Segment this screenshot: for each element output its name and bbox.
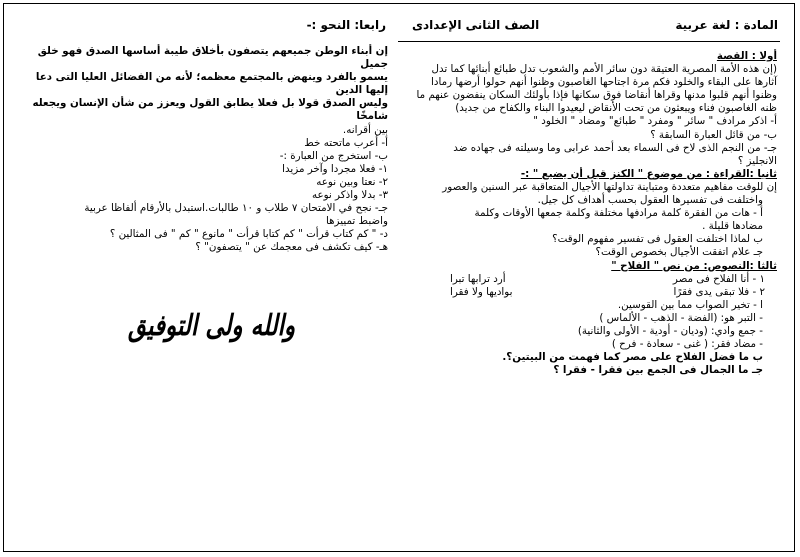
grammar-question: جـ- نجح في الامتحان ٧ طلاب و ١٠ طالبات.استبدل بالأرقام ألفاظا عربية <box>84 202 388 215</box>
story-passage-line: (إن هذه الأمة المصرية العتيقة دون سائر الأمم والشعوب تدل طبائع أبنائها كما تدل <box>431 63 777 76</box>
texts-question: ا - تخير الصواب مما بين القوسين. <box>617 298 763 311</box>
grammar-question: ب- استخرج من العبارة :- <box>279 149 388 162</box>
poem-verse <box>405 273 777 286</box>
grammar-question: د- " كم كتاب قرأت " كم كتابا قرأت " مانوع " كم " فى المثالين ؟ <box>109 228 388 241</box>
header-underline <box>398 41 780 42</box>
reading-passage-line: واختلفت فى تفسيرها العقول بحسب أهداف كل جيل. <box>537 194 763 207</box>
grammar-question: ٢- نعتا وبين نوعه <box>316 175 388 188</box>
story-passage-line: ظنه الغاصبون فناء ويبعثون من تحت الأنقاض ليعيدوا البناء والكفاح من جديد) <box>455 102 777 115</box>
story-question: جـ- من النجم الذى لاح فى السماء بعد أحمد عرابى وما وسيلته فى جهاده ضد <box>453 141 777 154</box>
grammar-passage-line: يسمو بالفرد وينهض بالمجتمع معظمه؛ لأنه من الفضائل العليا التى دعا إليها الدين <box>35 71 388 97</box>
story-passage-line: وظنوا أنهم قلبوا مدنها وقراها أنقاضا فوق سكانها فإذا بأولئك السكان ينفضون عنهم ما <box>416 89 777 102</box>
verse-first-half: ٢ - فلا تبقى يدى فقرًا <box>673 285 765 298</box>
texts-choice: - التبر هو: (الفضة - الذهب - الألماس ) <box>599 311 763 324</box>
grade-label: الصف الثانى الإعدادى <box>412 18 540 32</box>
poem-verse <box>405 286 777 299</box>
grammar-question: واضبط تمييزها <box>325 215 388 228</box>
subject-label: المادة : لغة عربية <box>675 18 778 32</box>
grammar-passage-line: وليس الصدق قولا بل فعلا يطابق القول ويعزز من شأن الإنسان ويجعله شامخًا <box>32 97 388 123</box>
texts-choice: - مضاد فقر: ( غنى - سعادة - فرح ) <box>611 338 763 351</box>
story-section-title: أولا : القصة <box>716 50 777 62</box>
story-passage-line: آثارها على البقاء والخلود فكم مرة اجتاحها الغاصبون وظنوا أنهم حولوا أرضها رمادا <box>431 76 777 89</box>
reading-question: ب لماذا اختلفت العقول فى تفسير مفهوم الوقت؟ <box>552 233 763 246</box>
texts-section-title: ثالثا :النصوص: من نص " الفلاح " <box>611 259 777 272</box>
closing-phrase: والله ولى التوفيق <box>128 308 296 343</box>
grammar-question: ٣- بدلا واذكر نوعه <box>311 189 388 202</box>
right-column <box>405 50 777 377</box>
reading-question: مضادها قليلة . <box>702 220 763 233</box>
grammar-passage-line: إن أبناء الوطن جميعهم يتصفون بأخلاق طيبة أساسها الصدق فهو خلق جميل <box>37 45 388 71</box>
verse-second-half: بواديها ولا فقرا <box>450 285 513 298</box>
reading-passage-line: إن للوقت مفاهيم متعددة ومتباينة تداولتها الأجيال المتعاقبة عبر السنين والعصور <box>442 180 777 193</box>
grammar-section-title: رابعا: النحو :- <box>306 18 386 32</box>
texts-question: جـ ما الجمال فى الجمع بين فقرا - فقرا ؟ <box>553 364 763 377</box>
left-column <box>18 45 388 255</box>
grammar-question: أ- أعرب ماتحته خط <box>304 136 388 149</box>
story-question: أ- اذكر مرادف " سائر " ومفرد " طبائع" ومضاد " الخلود " <box>533 115 777 128</box>
verse-first-half: ١ - أنا الفلاح فى مصر <box>672 272 765 285</box>
story-question: ب- من قائل العبارة السابقة ؟ <box>650 128 777 141</box>
reading-question: أ - هات من الفقرة كلمة مرادفها مختلفة وكلمة جمعها الأوقات وكلمة <box>474 207 763 220</box>
grammar-question: هـ- كيف تكشف فى معجمك عن " يتصفون" ؟ <box>195 241 388 254</box>
reading-section-title: ثانيا :القراءة : من موضوع " الكنز قبل أن يضيع " :- <box>520 167 777 180</box>
grammar-passage-line: بين أقرانه. <box>342 123 388 136</box>
story-question: الانجليز ؟ <box>737 154 777 167</box>
grammar-question: ١- فعلا مجردا وآخر مزيدا <box>282 162 388 175</box>
reading-question: جـ علام اتفقت الأجيال بخصوص الوقت؟ <box>595 246 763 259</box>
texts-choice: - جمع وادي: (وديان - أودية - الأولى والثانية) <box>577 324 763 337</box>
texts-question: ب ما فضل الفلاح على مصر كما فهمت من البيتين؟. <box>502 351 763 364</box>
verse-second-half: أرد ترابها تبرا <box>450 272 506 285</box>
